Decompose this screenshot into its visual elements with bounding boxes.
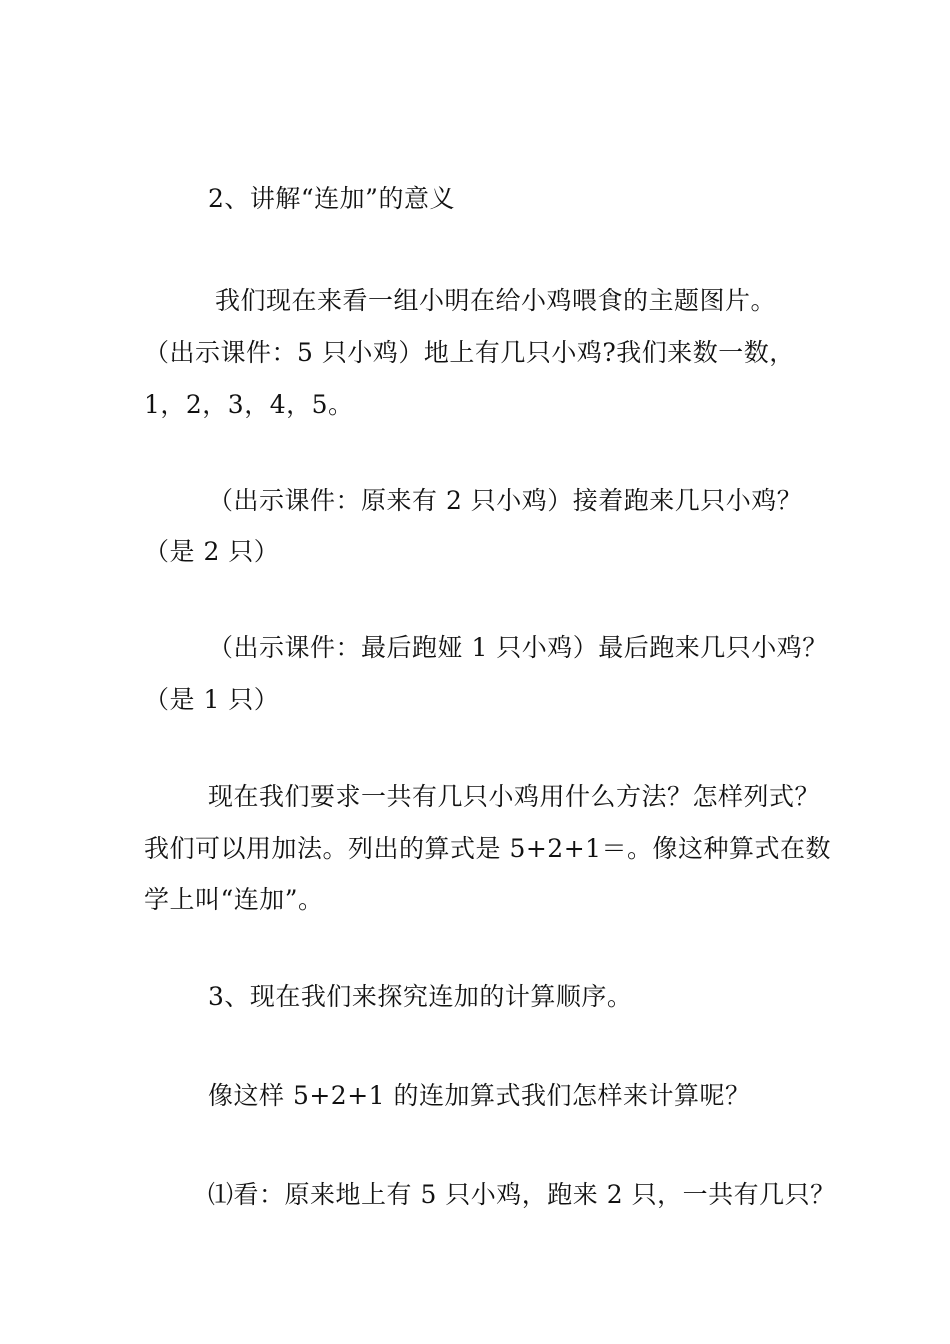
paragraph-line: （出示课件：原来有 2 只小鸡）接着跑来几只小鸡？ [208, 486, 803, 515]
paragraph-line: 像这样 5+2+1 的连加算式我们怎样来计算呢？ [208, 1081, 751, 1110]
paragraph-line: （出示课件：最后跑娅 1 只小鸡）最后跑来几只小鸡？ [208, 633, 828, 662]
paragraph-line: 我们可以用加法。列出的算式是 5+2+1＝。像这种算式在数 [144, 834, 832, 863]
paragraph-line: ⑴看：原来地上有 5 只小鸡，跑来 2 只，一共有几只？ [208, 1180, 836, 1209]
paragraph-line: （出示课件：5 只小鸡）地上有几只小鸡?我们来数一数， [144, 338, 795, 367]
section-heading-3: 3、现在我们来探究连加的计算顺序。 [208, 982, 633, 1011]
paragraph-line: 1，2，3，4，5。 [144, 390, 354, 419]
paragraph-line: 现在我们要求一共有几只小鸡用什么方法？怎样列式？ [208, 782, 821, 811]
paragraph-line: （是 1 只） [144, 685, 280, 714]
paragraph-line: 学上叫“连加”。 [144, 885, 324, 914]
paragraph-line: （是 2 只） [144, 537, 280, 566]
paragraph-line: 我们现在来看一组小明在给小鸡喂食的主题图片。 [215, 286, 777, 315]
section-heading-2: 2、讲解“连加”的意义 [208, 184, 455, 213]
